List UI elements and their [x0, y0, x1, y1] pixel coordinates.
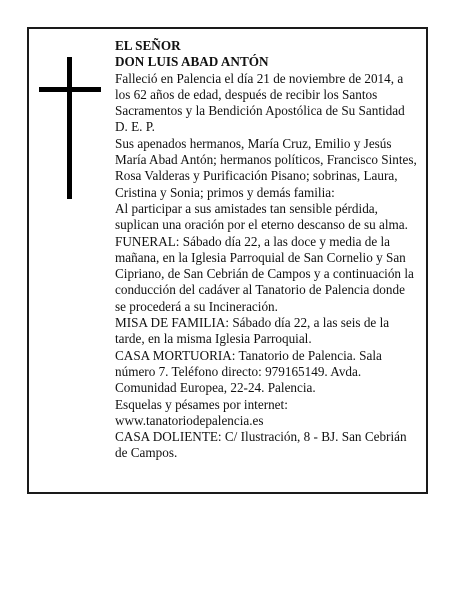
- title-line-2: DON LUIS ABAD ANTÓN: [115, 54, 269, 70]
- paragraph-internet-notice: Esquelas y pésames por internet:: [115, 396, 288, 412]
- paragraph-family-mass: MISA DE FAMILIA: Sábado día 22, a las seis de la tarde, en la misma Iglesia Parroquial.: [115, 315, 390, 347]
- cross-horizontal-bar: [39, 87, 101, 92]
- cross-vertical-bar: [67, 57, 72, 199]
- website-link[interactable]: www.tanatoriodepalencia.es: [115, 412, 264, 428]
- paragraph-death-announcement: Falleció en Palencia el día 21 de noviembre de 2014, a los 62 años de edad, después de recibir los Santos Sacramentos y la Bendición Apostólica de Su Santidad D. E. P.: [115, 70, 405, 135]
- paragraph-mourning-house: CASA DOLIENTE: C/ Ilustración, 8 - BJ. San Cebrián de Campos.: [115, 429, 407, 461]
- title-line-1: EL SEÑOR: [115, 38, 181, 53]
- paragraph-prayer-request: Al participar a sus amistades tan sensible pérdida, suplican una oración por el eterno descanso de su alma.: [115, 200, 408, 233]
- paragraph-family: Sus apenados hermanos, María Cruz, Emilio y Jesús María Abad Antón; hermanos políticos, Francisco Sintes, Rosa Valderas y Purificación Pisano; sobrinas, Laura, Cristina y Sonia; primos y demás familia:: [115, 135, 417, 200]
- paragraph-funeral: FUNERAL: Sábado día 22, a las doce y media de la mañana, en la Iglesia Parroquial de San Cornelio y San Cipriano, de San Cebrián de Campos y a continuación la conducción del cadáver al Tanatorio de Palencia donde se procederá a su Incineración.: [115, 233, 414, 314]
- notice-text: [115, 38, 419, 462]
- paragraph-funeral-home: CASA MORTUORIA: Tanatorio de Palencia. Sala número 7. Teléfono directo: 979165149. Avda. Comunidad Europea, 22-24. Palencia.: [115, 347, 382, 396]
- cross-icon: [39, 57, 101, 199]
- obituary-notice: [27, 27, 428, 494]
